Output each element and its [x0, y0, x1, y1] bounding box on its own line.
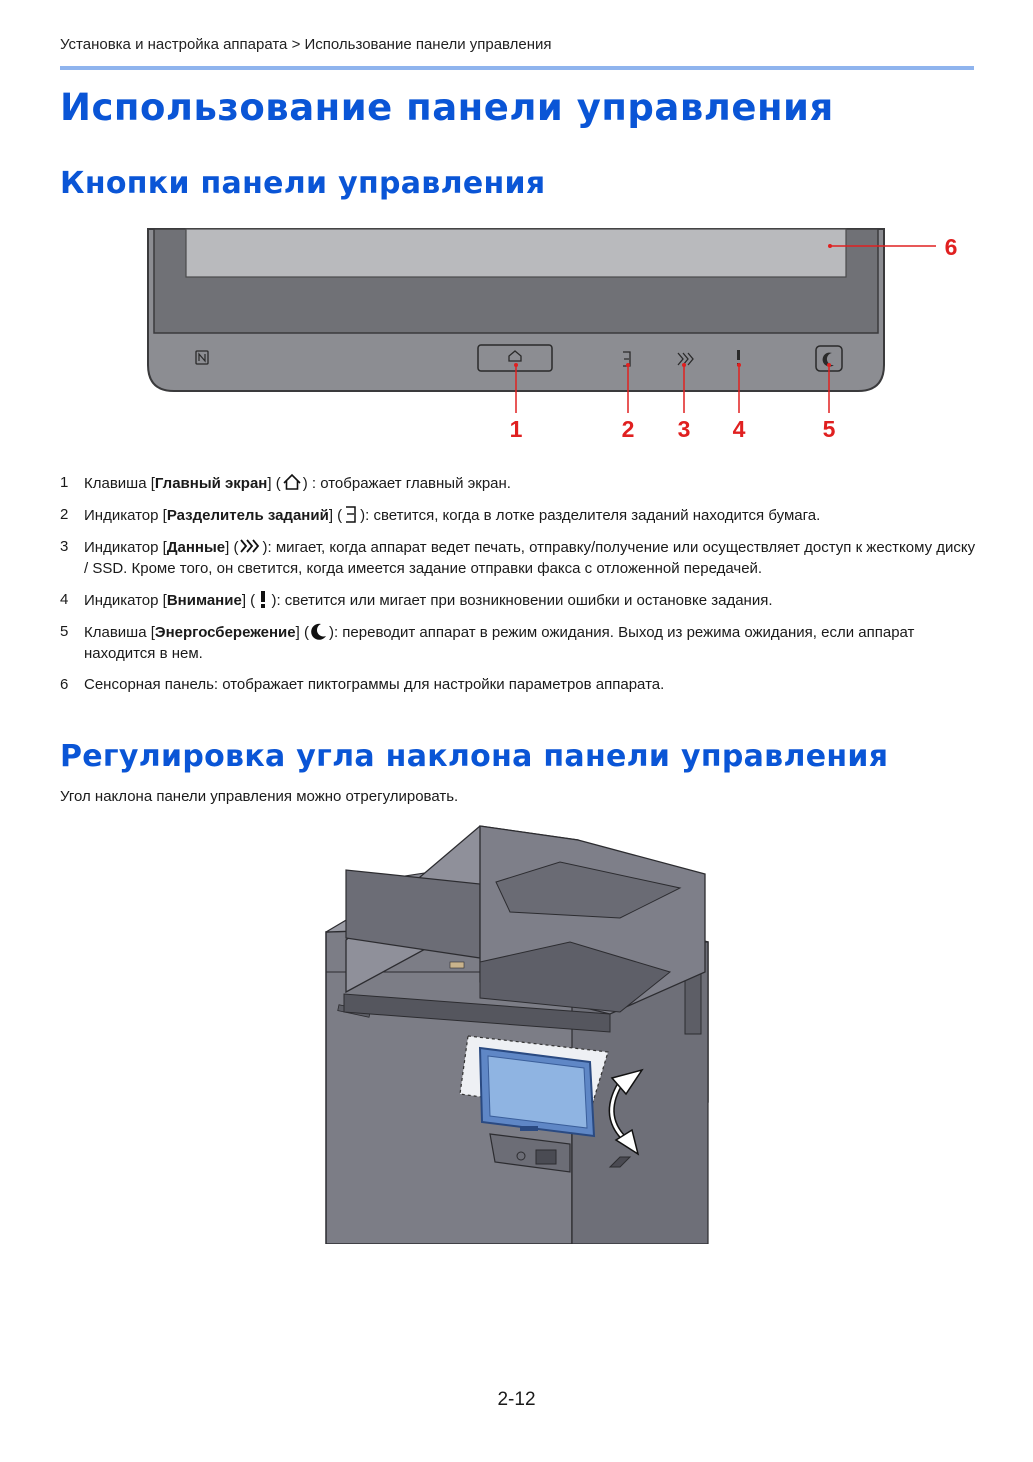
touch-panel-illustration — [480, 1048, 594, 1136]
list-item — [60, 621, 980, 664]
item-number: 2 — [60, 506, 69, 523]
tilt-description: Угол наклона панели управления можно отрегулировать. — [60, 788, 459, 805]
page-number: 2-12 — [497, 1389, 536, 1410]
data-icon — [238, 536, 262, 556]
callout-6: 6 — [944, 234, 958, 260]
list-item — [60, 472, 980, 494]
item-text: ] ( — [328, 507, 343, 524]
callout-1: 1 — [509, 416, 523, 442]
item-text: ): светится, когда в лотке разделителя заданий находится бумага. — [360, 507, 821, 524]
item-number: 1 — [60, 474, 69, 491]
item-text: ) : отображает главный экран. — [302, 475, 511, 492]
item-text: ] ( — [241, 592, 260, 609]
item-key-name: Внимание — [166, 592, 242, 609]
item-number: 6 — [60, 676, 69, 693]
home-icon — [281, 472, 303, 492]
item-text: ] ( — [295, 624, 309, 641]
item-text: ): мигает, когда аппарат ведет печать, отправку/получение или осуществляет доступ к жесткому диску / SSD. Кроме того, он светится, когда имеется задание отправки факса с отложенной передачей. — [84, 539, 976, 577]
item-text: Индикатор [ — [84, 539, 167, 556]
list-item — [60, 536, 980, 579]
section-heading-tilt: Регулировка угла наклона панели управления — [60, 739, 889, 774]
list-item — [60, 674, 980, 695]
item-text: Сенсорная панель: отображает пиктограммы для настройки параметров аппарата. — [84, 676, 665, 693]
section-heading-buttons: Кнопки панели управления — [60, 166, 546, 201]
job-separator-icon — [342, 504, 360, 524]
item-key-name: Разделитель заданий — [166, 507, 329, 524]
item-text: ): светится или мигает при возникновении ошибки и остановке задания. — [267, 592, 773, 609]
item-key-name: Энергосбережение — [154, 624, 296, 641]
button-descriptions — [60, 472, 980, 705]
item-text: ): переводит аппарат в режим ожидания. Выход из режима ожидания, если аппарат находится в нем. — [84, 624, 915, 662]
control-panel-figure — [140, 225, 980, 445]
energy-saver-icon — [309, 621, 329, 641]
item-text: ] ( — [225, 539, 239, 556]
breadcrumb: Установка и настройка аппарата > Использование панели управления — [60, 36, 552, 53]
header-divider — [60, 66, 974, 70]
callout-4: 4 — [732, 416, 746, 442]
home-button[interactable] — [478, 345, 552, 371]
list-item — [60, 589, 980, 611]
item-number: 5 — [60, 623, 69, 640]
item-text: ] ( — [267, 475, 281, 492]
item-number: 3 — [60, 538, 69, 555]
page-title: Использование панели управления — [60, 86, 834, 129]
item-number: 4 — [60, 591, 69, 608]
item-key-name: Главный экран — [154, 475, 268, 492]
callout-5: 5 — [822, 416, 836, 442]
item-key-name: Данные — [166, 539, 226, 556]
item-text: Клавиша [ — [84, 475, 155, 492]
item-text: Индикатор [ — [84, 592, 167, 609]
callout-2: 2 — [621, 416, 635, 442]
item-text: Индикатор [ — [84, 507, 167, 524]
list-item — [60, 504, 980, 526]
callout-3: 3 — [677, 416, 691, 442]
item-text: Клавиша [ — [84, 624, 155, 641]
printer-illustration — [320, 822, 710, 1244]
